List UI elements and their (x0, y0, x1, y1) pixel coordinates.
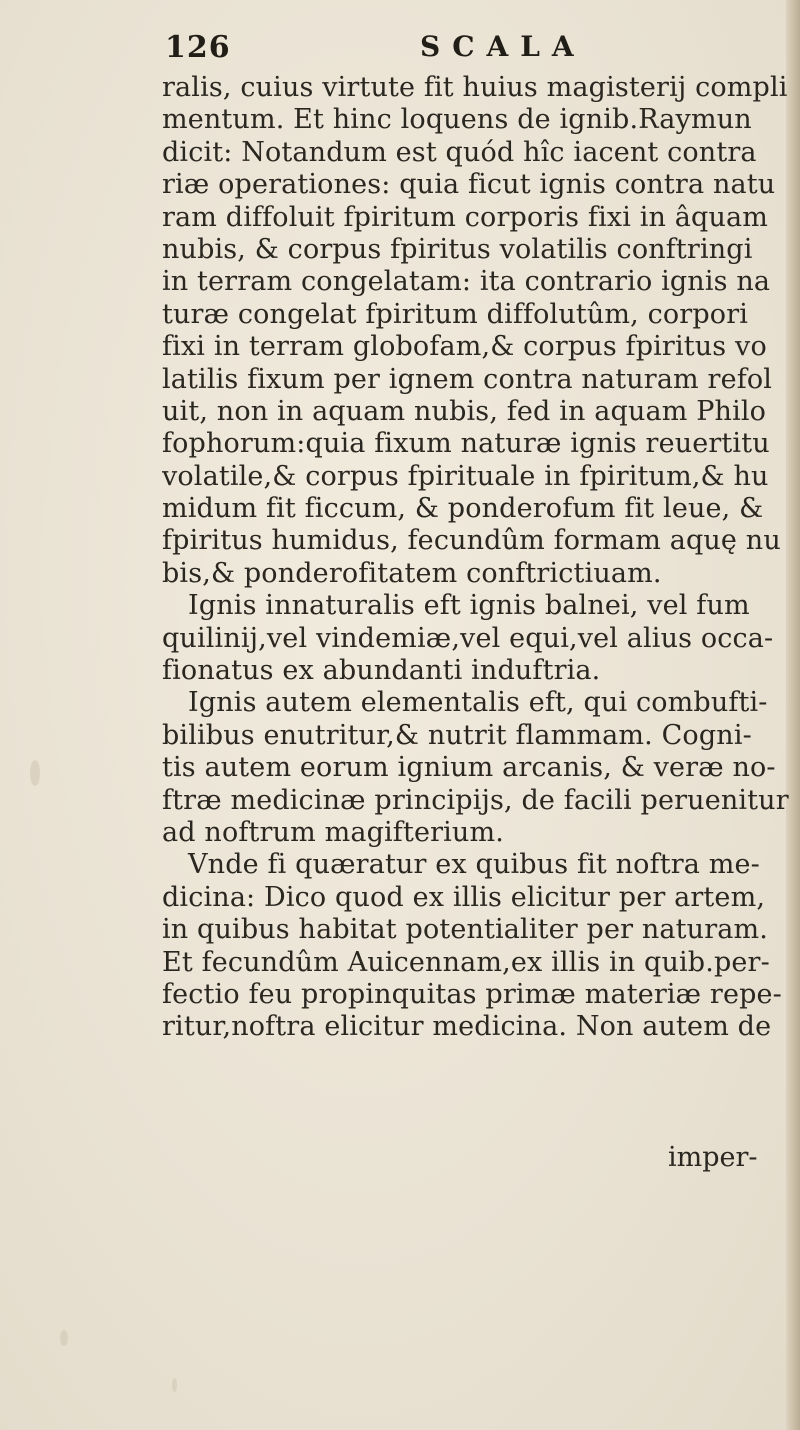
text-line: fionatus ex abundanti induftria. (162, 655, 601, 687)
body-text (162, 72, 800, 1044)
paper-stain (60, 1330, 68, 1346)
page-header (165, 30, 765, 74)
text-line: in quibus habitat potentialiter per naturam. (162, 914, 769, 946)
text-line: latilis fixum per ignem contra naturam refol (162, 363, 773, 395)
text-line: ram diffoluit fpiritum corporis fixi in âquam (162, 201, 769, 233)
text-line: uit, non in aquam nubis, fed in aquam Philo (162, 395, 767, 427)
paper-stain (30, 760, 40, 786)
text-line: bis,& ponderofitatem conftrictiuam. (162, 557, 662, 589)
text-line: volatile,& corpus fpirituale in fpiritum,& hu (162, 460, 769, 492)
text-line: ad noftrum magifterium. (162, 816, 504, 848)
text-line: fophorum:quia fixum naturæ ignis reuertitu (162, 428, 770, 460)
text-line: turæ congelat fpiritum diffolutûm, corpori (162, 298, 749, 330)
text-line: Et fecundûm Auicennam,ex illis in quib.per- (162, 946, 770, 978)
text-line: mentum. Et hinc loquens de ignib.Raymun (162, 104, 752, 136)
text-line: quilinij,vel vindemiæ,vel equi,vel alius occa- (162, 622, 774, 654)
paragraph-first-line: Vnde fi quæratur ex quibus fit noftra me- (188, 849, 760, 881)
page-number: 126 (165, 30, 231, 65)
text-line: dicina: Dico quod ex illis elicitur per artem, (162, 881, 766, 913)
catchword: imper- (668, 1142, 758, 1173)
text-line: tis autem eorum ignium arcanis, & veræ no- (162, 752, 776, 784)
text-line: fectio feu propinquitas primæ materiæ repe- (162, 978, 782, 1010)
text-line: in terram congelatam: ita contrario ignis na (162, 266, 771, 298)
text-line: dicit: Notandum est quód hîc iacent contra (162, 136, 757, 168)
text-line: fixi in terram globofam,& corpus fpiritus vo (162, 331, 767, 363)
paper-stain (172, 1378, 177, 1392)
running-head: SCALA (420, 30, 586, 63)
paragraph-first-line: Ignis autem elementalis eft, qui combufti- (188, 687, 768, 719)
text-line: midum fit ficcum, & ponderofum fit leue, & (162, 493, 764, 525)
text-line: nubis, & corpus fpiritus volatilis conftringi (162, 233, 753, 265)
text-line: ftræ medicinæ principijs, de facili peruenitur (162, 784, 789, 816)
text-line: fpiritus humidus, fecundûm formam aquę nu (162, 525, 781, 557)
text-line: bilibus enutritur,& nutrit flammam. Cogni- (162, 719, 752, 751)
text-line: ritur,noftra elicitur medicina. Non autem de (162, 1011, 772, 1043)
text-line: riæ operationes: quia ficut ignis contra natu (162, 169, 776, 201)
paragraph-first-line: Ignis innaturalis eft ignis balnei, vel fum (188, 590, 750, 622)
text-line: ralis, cuius virtute fit huius magisterij compli (162, 72, 788, 103)
